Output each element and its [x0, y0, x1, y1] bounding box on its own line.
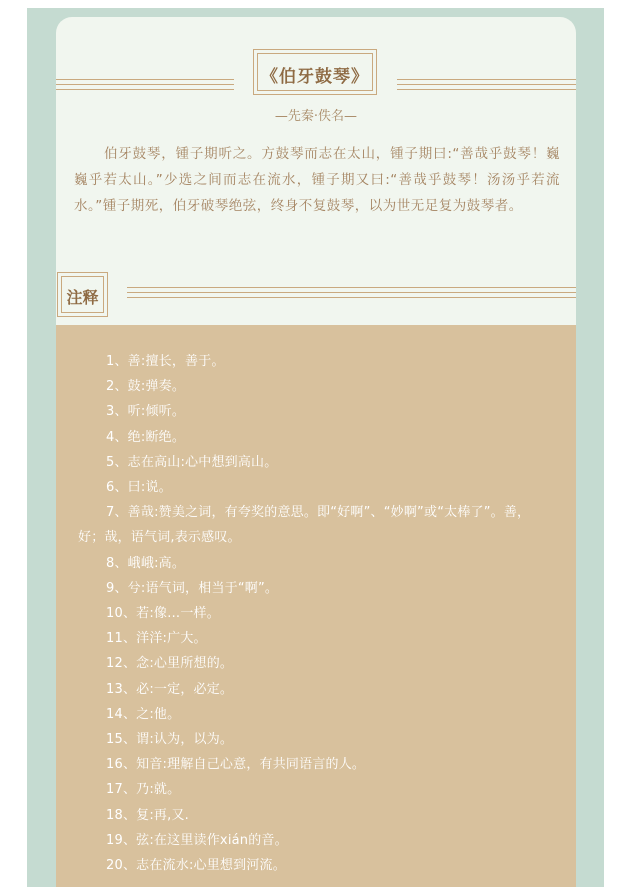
note-item: 14、之:他。 — [106, 706, 181, 722]
poem-author: —先秦·佚名— — [274, 109, 358, 124]
notes-decor-lines — [127, 287, 576, 302]
note-item: 19、弦:在这里读作xián的音。 — [106, 832, 288, 848]
poem-card — [56, 17, 576, 887]
note-item: 15、谓:认为，以为。 — [106, 732, 234, 748]
title-decor-lines-right — [397, 79, 576, 93]
note-item: 20、志在流水:心里想到河流。 — [106, 858, 286, 874]
note-item: 2、鼓:弹奏。 — [106, 379, 186, 395]
notes-panel — [56, 325, 576, 887]
title-frame — [253, 49, 377, 95]
note-item: 18、复:再,又. — [106, 807, 189, 823]
notes-heading: 注释 — [66, 288, 99, 307]
note-item: 7、善哉:赞美之词，有夸奖的意思。即“好啊”、“妙啊”或“太棒了”。善，好；哉，语气词,表示感叹。 — [78, 505, 531, 546]
note-item: 13、必:一定，必定。 — [106, 681, 234, 697]
poem-title: 《伯牙鼓琴》 — [261, 67, 369, 87]
note-item: 6、曰:说。 — [106, 480, 172, 496]
note-item: 16、知音:理解自己心意，有共同语言的人。 — [106, 757, 366, 773]
note-item: 9、兮:语气词，相当于“啊”。 — [106, 580, 279, 596]
note-item: 17、乃:就。 — [106, 782, 181, 798]
note-item: 4、绝:断绝。 — [106, 429, 186, 445]
notes-list — [78, 349, 554, 878]
note-item: 3、听:倾听。 — [106, 404, 186, 420]
note-item: 11、洋洋:广大。 — [106, 631, 207, 647]
notes-heading-frame — [57, 272, 108, 317]
title-decor-lines-left — [56, 79, 234, 93]
note-item: 10、若:像…一样。 — [106, 606, 220, 622]
note-item: 12、念:心里所想的。 — [106, 656, 234, 672]
note-item: 1、善:擅长，善于。 — [106, 354, 225, 369]
note-item: 8、峨峨:高。 — [106, 555, 186, 571]
poem-body: 伯牙鼓琴，锺子期听之。方鼓琴而志在太山，锺子期曰:“善哉乎鼓琴！巍巍乎若太山。”少选之间而志在流水，锺子期又曰:“善哉乎鼓琴！汤汤乎若流水。”锺子期死，伯牙破琴绝弦，终身不复鼓琴，以为世无足复为鼓琴者。 — [74, 146, 560, 214]
note-item: 5、志在高山:心中想到高山。 — [106, 454, 278, 470]
